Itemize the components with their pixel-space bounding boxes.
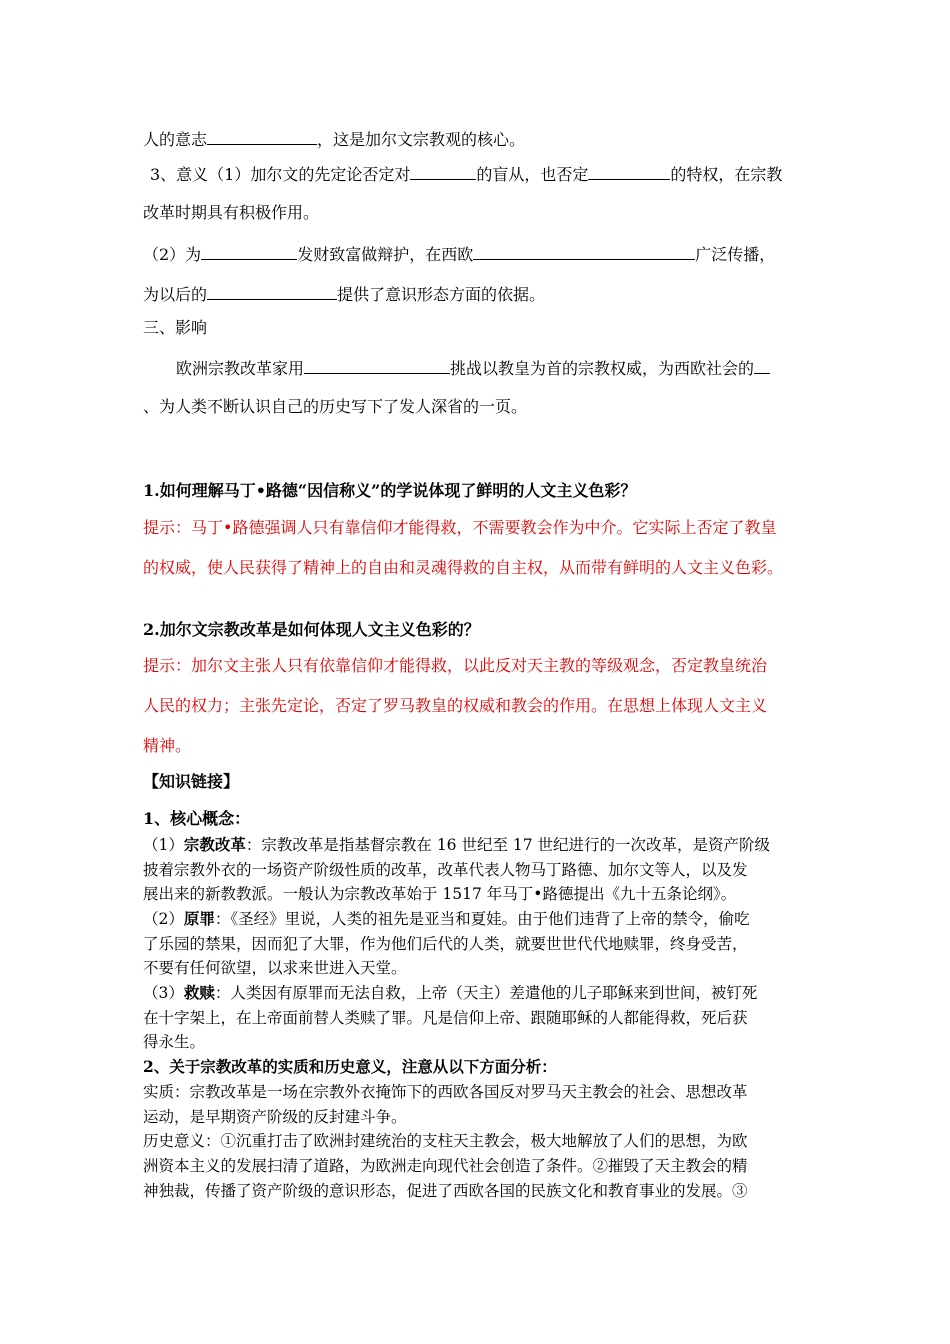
text-line: 改革时期具有积极作用。 [143,203,320,222]
text-line [176,357,770,379]
blank-underline [207,128,317,145]
text-fragment: 挑战以教皇为首的宗教权威，为西欧社会的 [450,359,755,378]
significance-line: 历史意义：①沉重打击了欧洲封建统治的支柱天主教会，极大地解放了人们的思想，为欧 [143,1132,748,1150]
hint-line: 提示：加尔文主张人只有依靠信仰才能得救，以此反对天主教的等级观念，否定教皇统治 [143,656,768,675]
text-fragment: 欧洲宗教改革家用 [176,359,305,378]
text-fragment: 的盲从，也否定 [476,165,589,184]
subheading: 2、关于宗教改革的实质和历史意义，注意从以下方面分析： [143,1057,557,1076]
concept-number: （2） [143,910,184,928]
text-fragment: ：人类因有原罪而无法自救，上帝（天主）差遣他的儿子耶稣来到世间，被钉死 [214,984,758,1002]
text-fragment: ：宗教改革是指基督宗教在 16 世纪至 17 世纪进行的一次改革，是资产阶级 [245,836,771,854]
subheading: 1、核心概念： [143,809,251,828]
text-fragment: ，这是加尔文宗教观的核心。 [317,130,526,149]
concept-number: （3） [143,984,184,1002]
concept-line [143,909,750,929]
blank-underline [207,283,337,300]
question-1: 1.如何理解马丁•路德“因信称义”的学说体现了鲜明的人文主义色彩？ [143,481,637,500]
text-fragment: 人的意志 [143,130,208,149]
concept-term: 救赎 [183,983,215,1002]
concept-line [143,835,770,855]
question-2: 2.加尔文宗教改革是如何体现人文主义色彩的？ [143,620,480,639]
text-line [143,128,525,150]
concept-line: 在十字架上，在上帝面前替人类赎了罪。凡是信仰上帝、跟随耶稣的人都能得救，死后获 [143,1009,748,1027]
text-fragment: 提供了意识形态方面的依据。 [337,285,546,304]
concept-line: 不要有任何欲望，以求来世进入天堂。 [143,959,407,977]
significance-line: 神独裁，传播了资产阶级的意识形态，促进了西欧各国的民族文化和教育事业的发展。③ [143,1182,748,1200]
text-line: 、为人类不断认识自己的历史写下了发人深省的一页。 [143,397,528,416]
concept-line: 展出来的新教教派。一般认为宗教改革始于 1517 年马丁•路德提出《九十五条论纲》。 [143,885,737,903]
essence-line: 运动，是早期资产阶级的反封建斗争。 [143,1108,407,1126]
hint-line: 的权威，使人民获得了精神上的自由和灵魂得救的自主权，从而带有鲜明的人文主义色彩。 [143,558,784,577]
hint-line: 人民的权力；主张先定论，否定了罗马教皇的权威和教会的作用。在思想上体现人文主义 [143,696,768,715]
blank-underline [201,243,297,260]
concept-term: 原罪 [183,909,215,928]
blank-underline [754,357,770,374]
section-heading: 三、影响 [143,318,208,337]
blank-underline [473,243,695,260]
essence-line: 实质：宗教改革是一场在宗教外衣掩饰下的西欧各国反对罗马天主教会的社会、思想改革 [143,1083,748,1101]
concept-line: 了乐园的禁果，因而犯了大罪，作为他们后代的人类，就要世世代代地赎罪，终身受苦， [143,935,748,953]
significance-line: 洲资本主义的发展扫清了道路，为欧洲走向现代社会创造了条件。②摧毁了天主教会的精 [143,1157,748,1175]
concept-line: 得永生。 [143,1033,206,1051]
blank-underline [304,357,450,374]
concept-line: 披着宗教外衣的一场资产阶级性质的改革，改革代表人物马丁路德、加尔文等人，以及发 [143,861,748,879]
blank-underline [410,163,476,180]
text-line [143,283,545,305]
text-fragment: 的特权，在宗教 [670,165,783,184]
concept-line [143,983,757,1003]
concept-term: 宗教改革 [183,835,246,854]
blank-underline [588,163,670,180]
text-fragment: 3、意义（1）加尔文的先定论否定对 [150,165,411,184]
knowledge-heading: 【知识链接】 [143,772,240,791]
hint-line: 提示：马丁•路德强调人只有靠信仰才能得救，不需要教会作为中介。它实际上否定了教皇 [143,518,777,537]
hint-line: 精神。 [143,736,192,755]
text-fragment: 发财致富做辩护，在西欧 [297,245,474,264]
text-line [143,243,775,265]
text-fragment: 为以后的 [143,285,208,304]
text-line [150,163,782,185]
text-fragment: （2）为 [143,245,202,264]
text-fragment: 广泛传播， [695,245,776,264]
concept-number: （1） [143,836,184,854]
text-fragment: ：《圣经》里说，人类的祖先是亚当和夏娃。由于他们违背了上帝的禁令，偷吃 [214,910,750,928]
